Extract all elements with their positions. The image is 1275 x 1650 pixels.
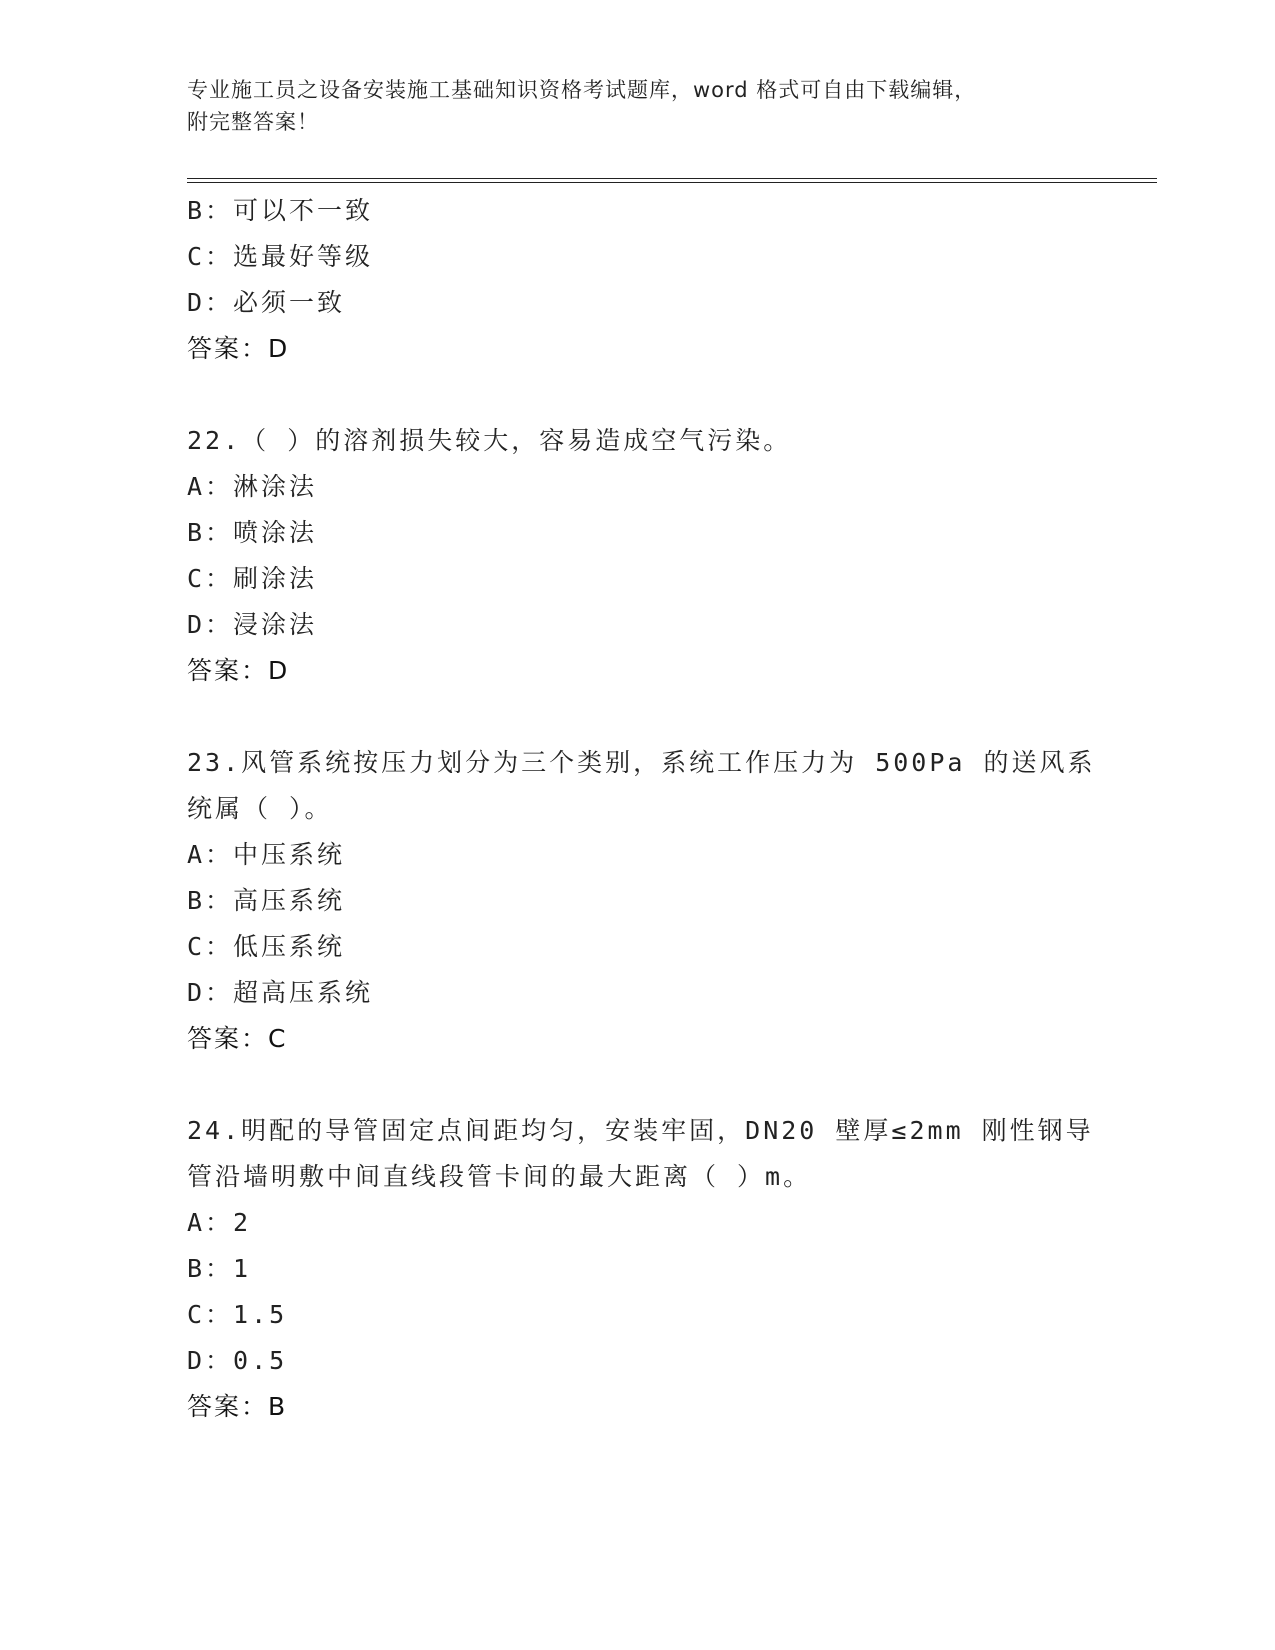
q24-answer: 答案：B [187,1392,288,1421]
q22-text: 22.（ ）的溶剂损失较大，容易造成空气污染。 [187,426,792,455]
q22-option-d: D：浸涂法 [187,610,318,639]
q23-text-line2: 统属（ ）。 [187,794,333,823]
spacer [187,694,1157,740]
q21-option-b: B：可以不一致 [187,196,374,225]
q22-option-b: B：喷涂法 [187,518,318,547]
q21-answer: 答案：D [187,334,290,363]
q24-text-line1: 24.明配的导管固定点间距均匀，安装牢固，DN20 壁厚≤2mm 刚性钢导 [187,1116,1094,1145]
q22-answer: 答案：D [187,656,290,685]
question-24-block [187,1108,1157,1430]
spacer [187,372,1157,418]
question-23-block [187,740,1157,1062]
q23-option-d: D：超高压系统 [187,978,374,1007]
question-list [187,188,1157,1430]
q23-option-c: C：低压系统 [187,932,346,961]
q24-option-c: C：1.5 [187,1300,288,1329]
spacer [187,1062,1157,1108]
q23-option-b: B：高压系统 [187,886,346,915]
header-title-line2: 附完整答案！ [187,110,319,134]
question-21-block [187,188,1157,372]
q23-option-a: A：中压系统 [187,840,346,869]
q24-text-line2: 管沿墙明敷中间直线段管卡间的最大距离（ ）m。 [187,1162,812,1191]
document-header [187,74,1087,138]
q21-option-c: C：选最好等级 [187,242,374,271]
header-divider [187,178,1157,183]
question-22-block [187,418,1157,694]
header-title-line1: 专业施工员之设备安装施工基础知识资格考试题库，word 格式可自由下载编辑， [187,78,977,102]
q22-option-c: C：刷涂法 [187,564,318,593]
q21-option-d: D：必须一致 [187,288,346,317]
q24-option-b: B：1 [187,1254,252,1283]
q22-option-a: A：淋涂法 [187,472,318,501]
q23-text-line1: 23.风管系统按压力划分为三个类别，系统工作压力为 500Pa 的送风系 [187,748,1096,777]
q23-answer: 答案：C [187,1024,288,1053]
q24-option-a: A：2 [187,1208,252,1237]
q24-option-d: D：0.5 [187,1346,288,1375]
